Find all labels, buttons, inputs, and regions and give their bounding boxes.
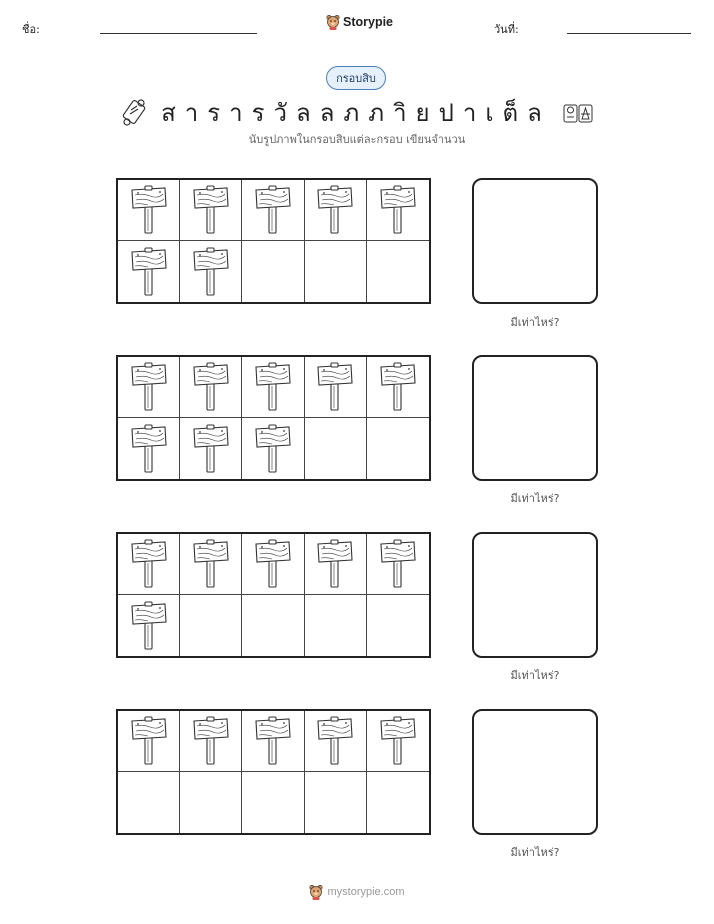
frame-cell — [180, 595, 242, 656]
wooden-sign-icon — [130, 716, 168, 766]
footer-url[interactable]: mystorypie.com — [327, 886, 405, 898]
answer-box[interactable] — [472, 178, 598, 304]
wooden-sign-icon — [379, 539, 417, 589]
wooden-sign-icon — [192, 424, 230, 474]
footer — [0, 884, 714, 900]
frame-cell — [118, 418, 180, 479]
frame-cell — [367, 534, 429, 595]
wooden-sign-icon — [192, 539, 230, 589]
title-row — [0, 93, 714, 132]
frame-cell — [242, 595, 304, 656]
frame-cell — [367, 241, 429, 302]
frame-cell — [118, 180, 180, 241]
wooden-sign-icon — [379, 716, 417, 766]
frame-cell — [118, 357, 180, 418]
frame-cell — [180, 534, 242, 595]
wooden-sign-icon — [316, 185, 354, 235]
scroll-icon — [121, 98, 149, 128]
frame-cell — [367, 357, 429, 418]
frame-cell — [242, 180, 304, 241]
frame-cell — [305, 357, 367, 418]
ten-frame — [116, 532, 431, 658]
frame-cell — [367, 595, 429, 656]
wooden-sign-icon — [192, 185, 230, 235]
frame-cell — [367, 418, 429, 479]
frame-cell — [305, 711, 367, 772]
frame-cell — [242, 357, 304, 418]
brand-logo — [326, 14, 393, 30]
wooden-sign-icon — [254, 539, 292, 589]
frame-cell — [305, 534, 367, 595]
answer-box[interactable] — [472, 532, 598, 658]
brand-name: Storypie — [343, 15, 394, 29]
wooden-sign-icon — [130, 539, 168, 589]
wooden-sign-icon — [192, 247, 230, 297]
question-label: มีเท่าไหร่? — [510, 846, 560, 859]
frame-cell — [180, 418, 242, 479]
frame-cell — [118, 772, 180, 833]
frame-cell — [180, 711, 242, 772]
frame-cell — [118, 241, 180, 302]
date-line[interactable] — [567, 33, 691, 34]
frame-cell — [305, 418, 367, 479]
ten-frame — [116, 709, 431, 835]
wooden-sign-icon — [130, 185, 168, 235]
question-label: มีเท่าไหร่? — [510, 669, 560, 682]
frame-cell — [305, 180, 367, 241]
wooden-sign-icon — [130, 601, 168, 651]
frame-cell — [242, 772, 304, 833]
wooden-sign-icon — [254, 362, 292, 412]
kids-icon — [563, 102, 593, 124]
wooden-sign-icon — [130, 362, 168, 412]
wooden-sign-icon — [379, 362, 417, 412]
wooden-sign-icon — [316, 362, 354, 412]
wooden-sign-icon — [254, 716, 292, 766]
frame-cell — [118, 711, 180, 772]
date-label: วันที่: — [494, 23, 519, 36]
wooden-sign-icon — [130, 247, 168, 297]
frame-cell — [180, 241, 242, 302]
wooden-sign-icon — [316, 539, 354, 589]
frame-cell — [367, 180, 429, 241]
frame-cell — [242, 711, 304, 772]
name-label: ชื่อ: — [22, 23, 40, 36]
wooden-sign-icon — [130, 424, 168, 474]
question-label: มีเท่าไหร่? — [510, 316, 560, 329]
frame-cell — [367, 711, 429, 772]
frame-cell — [118, 595, 180, 656]
frame-cell — [242, 241, 304, 302]
frame-cell — [305, 772, 367, 833]
frame-cell — [242, 418, 304, 479]
name-line[interactable] — [100, 33, 257, 34]
bear-logo-icon — [309, 884, 323, 900]
frame-cell — [305, 595, 367, 656]
topic-badge: กรอบสิบ — [326, 66, 386, 90]
bear-logo-icon — [326, 14, 340, 30]
frame-cell — [180, 180, 242, 241]
frame-cell — [180, 357, 242, 418]
wooden-sign-icon — [254, 185, 292, 235]
worksheet-title: สารารวัลลภภาิยปาเต็ล — [161, 99, 551, 127]
wooden-sign-icon — [254, 424, 292, 474]
question-label: มีเท่าไหร่? — [510, 492, 560, 505]
frame-cell — [305, 241, 367, 302]
ten-frame — [116, 178, 431, 304]
instructions: นับรูปภาพในกรอบสิบแต่ละกรอบ เขียนจำนวน — [248, 133, 466, 146]
answer-box[interactable] — [472, 709, 598, 835]
wooden-sign-icon — [192, 362, 230, 412]
ten-frame — [116, 355, 431, 481]
wooden-sign-icon — [192, 716, 230, 766]
wooden-sign-icon — [316, 716, 354, 766]
frame-cell — [118, 534, 180, 595]
frame-cell — [242, 534, 304, 595]
wooden-sign-icon — [379, 185, 417, 235]
frame-cell — [367, 772, 429, 833]
frame-cell — [180, 772, 242, 833]
answer-box[interactable] — [472, 355, 598, 481]
